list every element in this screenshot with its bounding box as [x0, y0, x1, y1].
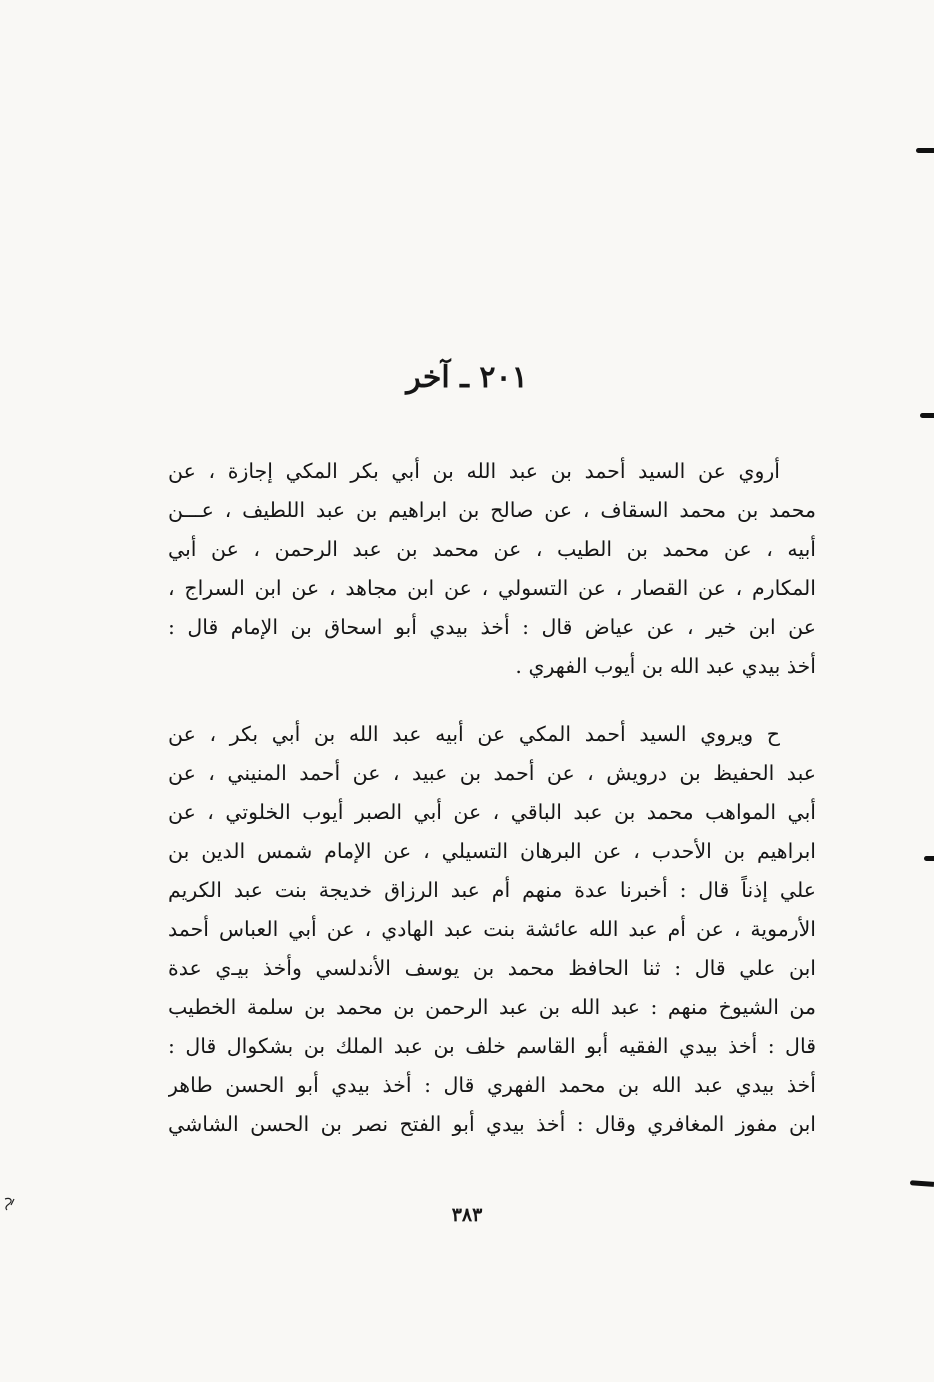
paragraph-2 [168, 715, 816, 1144]
text-line: عن ابن خير ، عن عياض قال : أخذ بيدي أبو اسحاق بن الإمام قال : [168, 615, 816, 639]
scan-edge-mark [916, 148, 934, 153]
text-line: ابن مفوز المغافري وقال : أخذ بيدي أبو الفتح نصر بن الحسن الشاشي [168, 1112, 816, 1136]
text-line: علي إذناً قال : أخبرنا عدة منهم أم عبد الرزاق خديجة بنت عبد الكريم [168, 878, 816, 902]
text-line: محمد بن محمد السقاف ، عن صالح بن ابراهيم بن عبد اللطيف ، عـــن [168, 498, 816, 522]
text-line: ابن علي قال : ثنا الحافظ محمد بن يوسف الأندلسي وأخذ بيـ‌ي عدة [168, 956, 816, 980]
text-line: قال : أخذ بيدي الفقيه أبو القاسم خلف بن عبد الملك بن بشكوال قال : [168, 1034, 816, 1058]
margin-scribble-mark [2, 1196, 16, 1212]
text-line: عبد الحفيظ بن درويش ، عن أحمد بن عبيد ، عن أحمد المنيني ، عن [168, 761, 816, 785]
text-line: ح ويروي السيد أحمد المكي عن أبيه عبد الله بن أبي بكر ، عن [168, 722, 780, 746]
section-heading: ٢٠١ ـ آخر [406, 360, 528, 395]
text-line: أبيه ، عن محمد بن الطيب ، عن محمد بن عبد الرحمن ، عن أبي [168, 537, 816, 561]
text-line: أبي المواهب محمد بن عبد الباقي ، عن أبي الصبر أيوب الخلوتي ، عن [168, 800, 816, 824]
paragraph-1 [168, 452, 816, 686]
scan-edge-mark [910, 1180, 934, 1187]
text-line: ابراهيم بن الأحدب ، عن البرهان التسيلي ، عن الإمام شمس الدين بن [168, 839, 816, 863]
text-line: الأرموية ، عن أم عبد الله عائشة بنت عبد الهادي ، عن أبي العباس أحمد [168, 917, 816, 941]
text-line: أخذ بيدي عبد الله بن أيوب الفهري . [515, 654, 816, 678]
text-line: من الشيوخ منهم : عبد الله بن عبد الرحمن بن محمد بن سلمة الخطيب [168, 995, 816, 1019]
page-number: ٣٨٣ [451, 1204, 483, 1226]
scan-edge-mark [920, 413, 934, 418]
scan-edge-mark [924, 856, 934, 861]
text-line: أخذ بيدي عبد الله بن محمد الفهري قال : أخذ بيدي أبو الحسن طاهر [168, 1073, 816, 1097]
text-line: المكارم ، عن القصار ، عن التسولي ، عن ابن مجاهد ، عن ابن السراج ، [168, 576, 816, 600]
text-line: أروي عن السيد أحمد بن عبد الله بن أبي بكر المكي إجازة ، عن [168, 459, 780, 483]
